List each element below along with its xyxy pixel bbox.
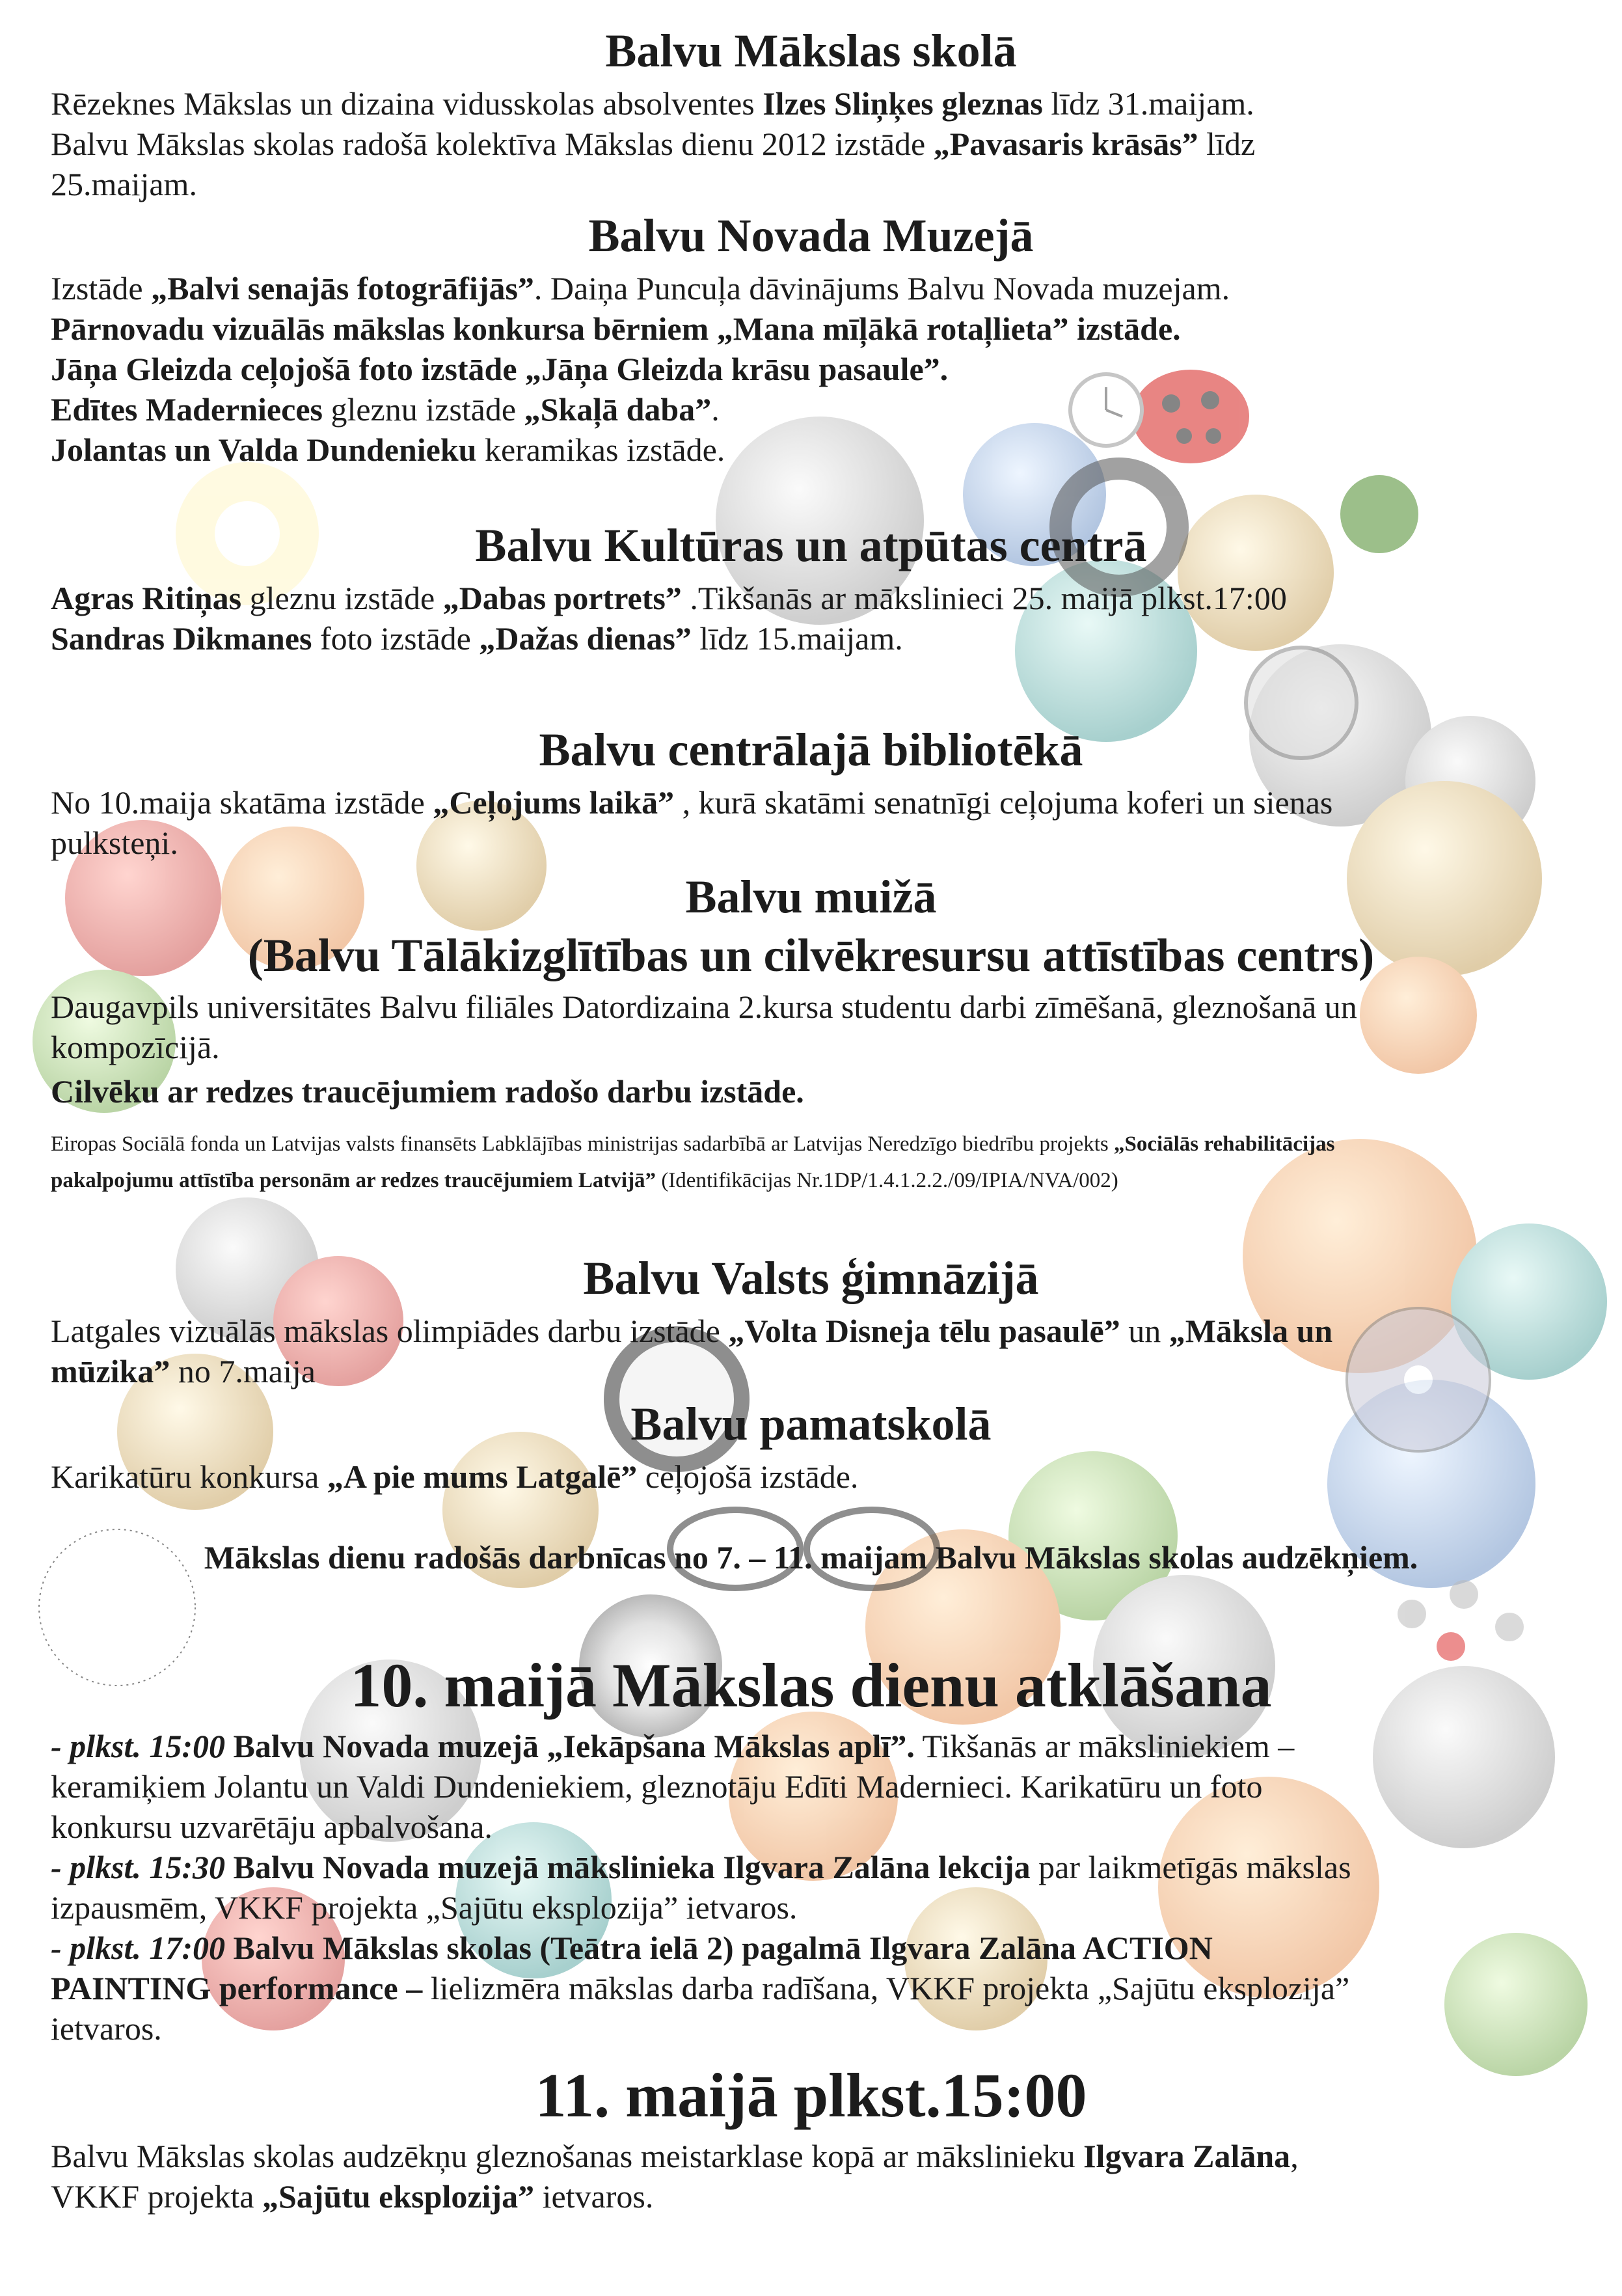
section-heading-gimnazija: Balvu Valsts ģimnāzijā [583,1252,1039,1304]
muiza-project-note-1: Eiropas Sociālā fonda un Latvijas valsts finansēts Labklājības ministrijas sadarbībā ar Latvijas Neredzīgo biedrību projekts „Sociālās rehabilitācijas [51,1132,1335,1156]
event-1-line-1: - plkst. 15:00 Balvu Novada muzejā „Iekāpšana Mākslas aplī”. Tikšanās ar māksliniekiem – [51,1728,1295,1764]
section-heading-biblioteka: Balvu centrālajā bibliotēkā [539,724,1083,776]
maijs11-line-1: Balvu Mākslas skolas audzēkņu gleznošanas meistarklase kopā ar mākslinieku Ilgvara Zalāna, [51,2138,1299,2174]
muzejs-line-3: Jāņa Gleizda ceļojošā foto izstāde „Jāņa Gleizda krāsu pasaule”. [51,351,949,387]
biblioteka-line-2: pulksteņi. [51,825,178,861]
kultura-line-1: Agras Ritiņas gleznu izstāde „Dabas portrets” .Tikšanās ar mākslinieci 25. maijā plkst.17:00 [51,580,1287,616]
muzejs-line-5: Jolantas un Valda Dundenieku keramikas izstāde. [51,431,725,468]
event-3-line-1: - plkst. 17:00 Balvu Mākslas skolas (Teātra ielā 2) pagalmā Ilgvara Zalāna ACTION [51,1930,1213,1966]
event-3-line-3: ietvaros. [51,2010,162,2047]
event-1-line-2: keramiķiem Jolantu un Valdi Dundeniekiem, gleznotāju Edīti Madernieci. Karikatūru un foto [51,1768,1263,1805]
section-heading-muiza: Balvu muižā [685,871,937,923]
muiza-line-2: kompozīcijā. [51,1029,220,1065]
muzejs-line-1: Izstāde „Balvi senajās fotogrāfijās”. Daiņa Puncuļa dāvinājums Balvu Novada muzejam. [51,270,1230,307]
event-heading-11-maija: 11. maijā plkst.15:00 [535,2060,1087,2130]
muiza-line-1: Daugavpils universitātes Balvu filiāles Datordizaina 2.kursa studentu darbi zīmēšanā, gleznošanā un [51,989,1357,1025]
kultura-line-2: Sandras Dikmanes foto izstāde „Dažas dienas” līdz 15.maijam. [51,620,903,657]
event-1-line-3: konkursu uzvarētāju apbalvošana. [51,1809,493,1845]
event-3-line-2: PAINTING performance – lielizmēra mākslas darba radīšana, VKKF projekta „Sajūtu eksplozija” [51,1970,1350,2006]
muiza-line-3: Cilvēku ar redzes traucējumiem radošo darbu izstāde. [51,1073,804,1110]
section-heading-novada-muzejs: Balvu Novada Muzejā [588,210,1034,262]
biblioteka-line-1: No 10.maija skatāma izstāde „Ceļojums laikā” , kurā skatāmi senatnīgi ceļojuma koferi un sienas [51,784,1333,821]
section-heading-pamatskola: Balvu pamatskolā [630,1398,992,1450]
skola-line-2: Balvu Mākslas skolas radošā kolektīva Mākslas dienu 2012 izstāde „Pavasaris krāsās” līdz [51,126,1256,162]
skola-line-1: Rēzeknes Mākslas un dizaina vidusskolas absolventes Ilzes Sliņķes gleznas līdz 31.maijam. [51,85,1254,122]
darbnicas-announcement: Mākslas dienu radošās darbnīcas no 7. – 11. maijam Balvu Mākslas skolas audzēkņiem. [204,1539,1418,1576]
section-heading-makslas-skola: Balvu Mākslas skolā [605,25,1017,77]
event-heading-10-maija: 10. maijā Mākslas dienu atklāšana [350,1650,1272,1720]
maijs11-line-2: VKKF projekta „Sajūtu eksplozija” ietvaros. [51,2178,654,2215]
gimnazija-line-2: mūzika” no 7.maija [51,1353,316,1389]
section-heading-kulturas-centrs: Balvu Kultūras un atpūtas centrā [475,519,1147,571]
event-2-line-2: izpausmēm, VKKF projekta „Sajūtu eksplozija” ietvaros. [51,1889,798,1926]
event-2-line-1: - plkst. 15:30 Balvu Novada muzejā mākslinieka Ilgvara Zalāna lekcija par laikmetīgās mākslas [51,1849,1351,1885]
gimnazija-line-1: Latgales vizuālās mākslas olimpiādes darbu izstāde „Volta Disneja tēlu pasaulē” un „Māksla un [51,1313,1333,1349]
skola-line-3: 25.maijam. [51,166,197,202]
muiza-subheading: (Balvu Tālākizglītības un cilvēkresursu attīstības centrs) [247,929,1375,981]
muzejs-line-4: Edītes Madernieces gleznu izstāde „Skaļā daba”. [51,391,720,428]
muzejs-line-2: Pārnovadu vizuālās mākslas konkursa bērniem „Mana mīļākā rotaļlieta” izstāde. [51,310,1181,347]
pamatskola-line-1: Karikatūru konkursa „A pie mums Latgalē” ceļojošā izstāde. [51,1458,859,1495]
muiza-project-note-2: pakalpojumu attīstība personām ar redzes traucējumiem Latvijā” (Identifikācijas Nr.1DP/1.4.1.2.2./09/IPIA/NVA/002) [51,1169,1118,1192]
